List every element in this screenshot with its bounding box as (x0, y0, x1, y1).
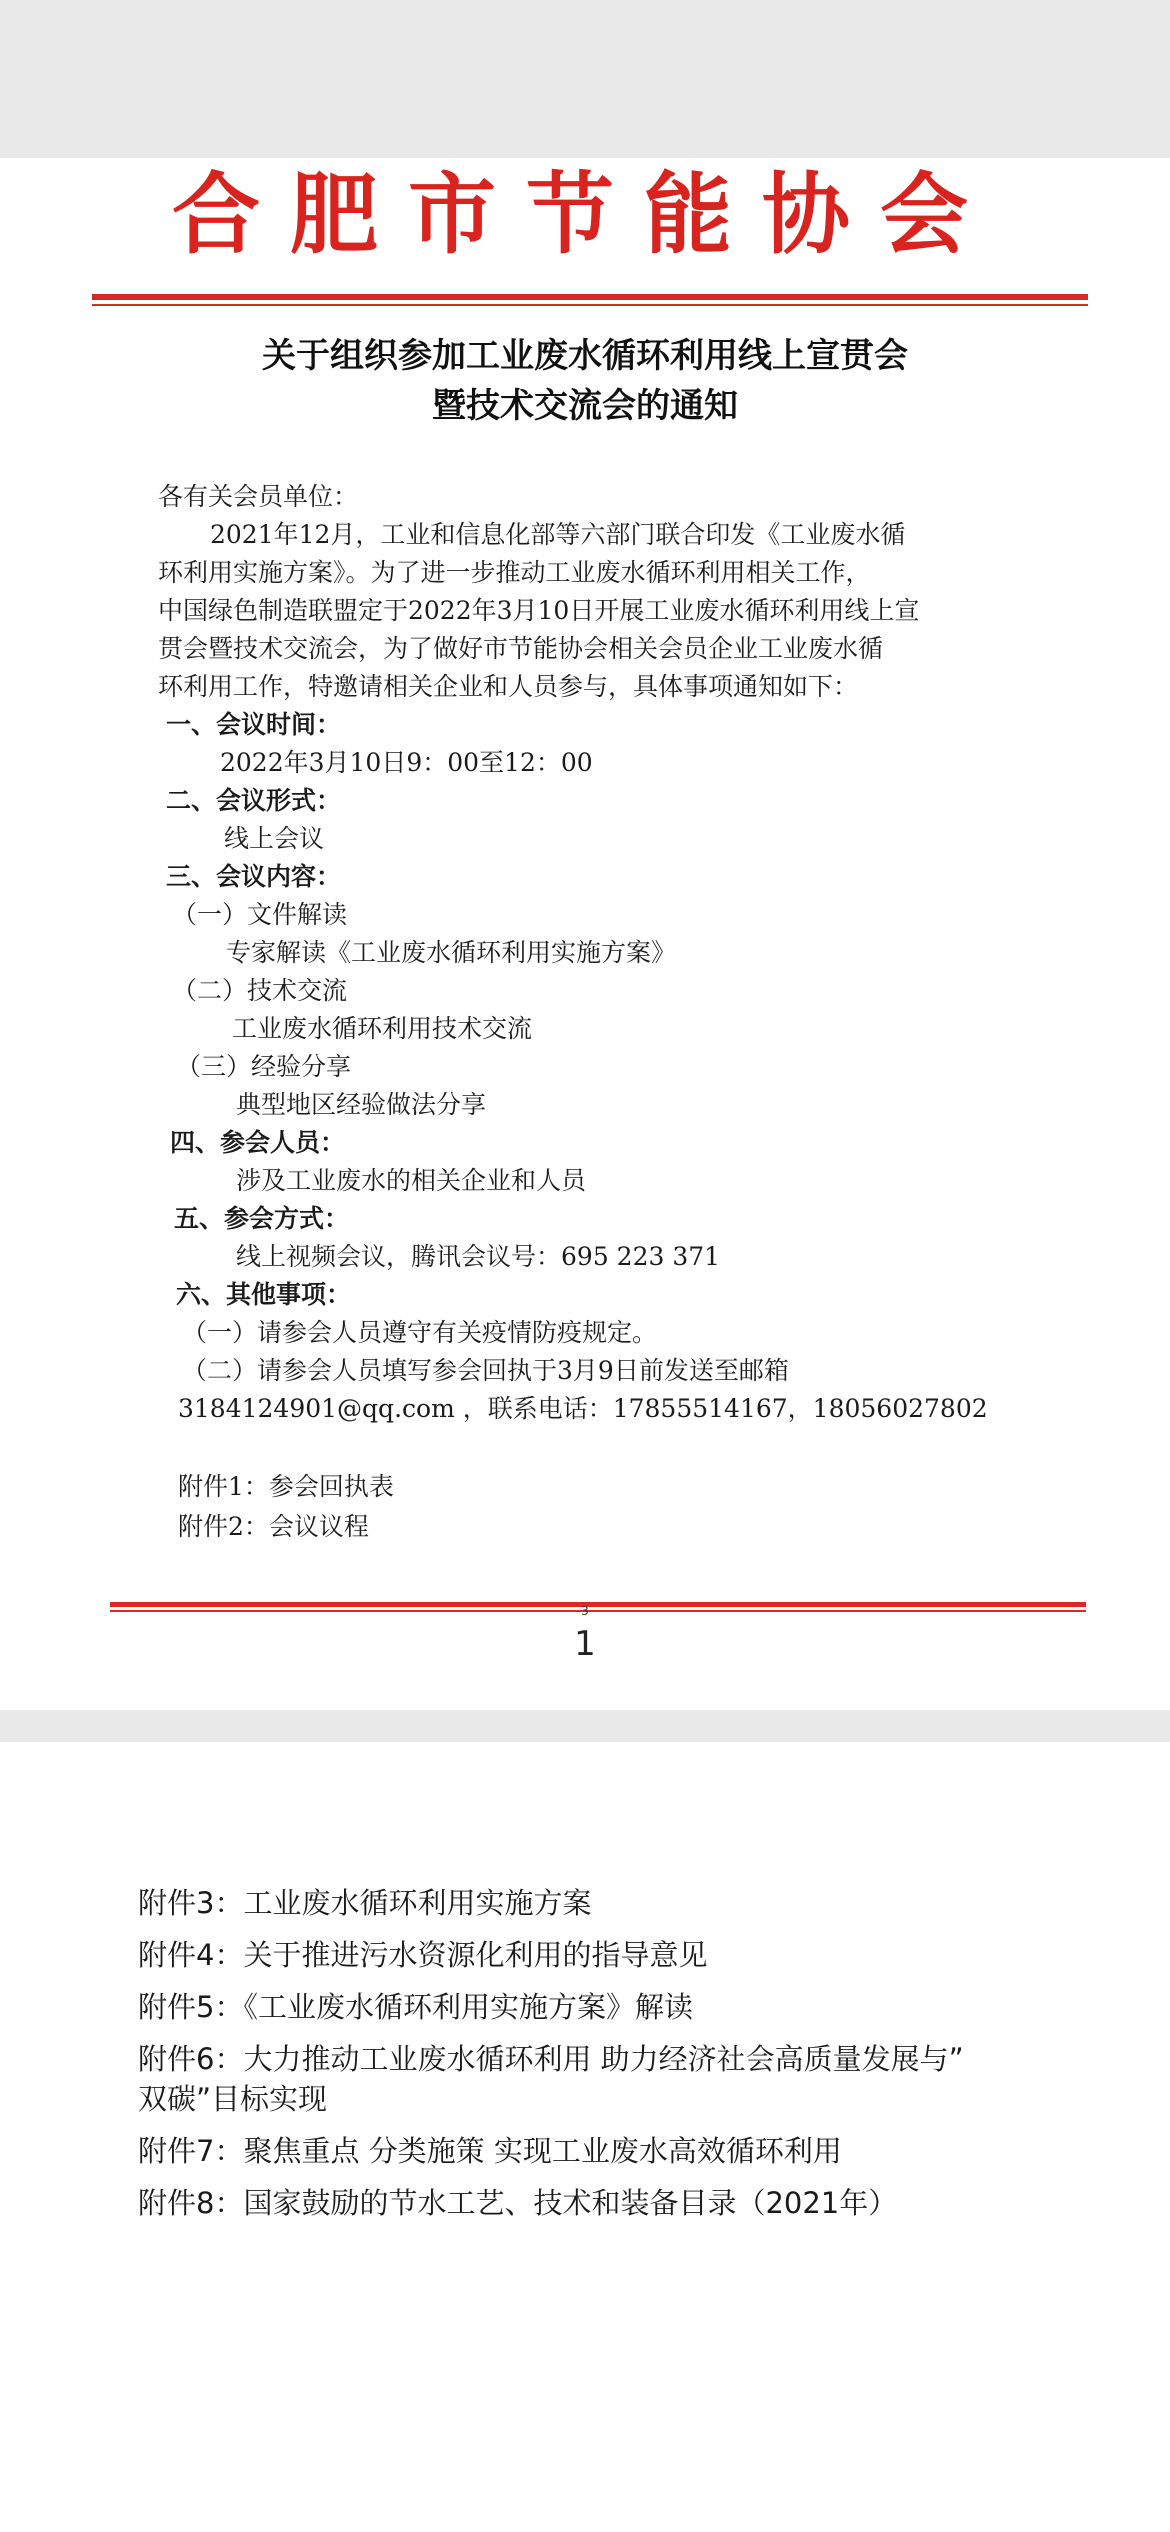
document-page-2 (0, 1742, 1170, 2532)
attachment-8: 附件8：国家鼓励的节水工艺、技术和装备目录（2021年） (138, 2186, 898, 2220)
section-4-text: 涉及工业废水的相关企业和人员 (236, 1166, 587, 1195)
section-3-sub-1-text: 专家解读《工业废水循环利用实施方案》 (226, 938, 677, 967)
intro-line-5: 环利用工作，特邀请相关企业和人员参与，具体事项通知如下： (158, 672, 859, 701)
intro-line-1: 2021年12月，工业和信息化部等六部门联合印发《工业废水循 (210, 520, 906, 549)
section-6-item-1: （一）请参会人员遵守有关疫情防疫规定。 (182, 1318, 658, 1347)
section-5-text: 线上视频会议，腾讯会议号：695 223 371 (236, 1242, 721, 1271)
section-3-sub-2-text: 工业废水循环利用技术交流 (232, 1014, 533, 1043)
notice-title-line-2: 暨技术交流会的通知 (432, 386, 738, 426)
section-2-heading: 二、会议形式： (166, 786, 342, 815)
section-3-sub-3-text: 典型地区经验做法分享 (236, 1090, 487, 1119)
intro-line-4: 贯会暨技术交流会，为了做好市节能协会相关会员企业工业废水循 (158, 634, 884, 663)
intro-line-3: 中国绿色制造联盟定于2022年3月10日开展工业废水循环利用线上宣 (158, 596, 920, 625)
section-6-heading: 六、其他事项： (176, 1280, 352, 1309)
attachment-7: 附件7：聚焦重点 分类施策 实现工业废水高效循环利用 (138, 2134, 842, 2168)
section-6-item-2: （二）请参会人员填写参会回执于3月9日前发送至邮箱 (182, 1356, 789, 1385)
attachment-2: 附件2：会议议程 (178, 1512, 369, 1541)
section-3-sub-2: （二）技术交流 (172, 976, 348, 1005)
attachment-3: 附件3：工业废水循环利用实施方案 (138, 1886, 592, 1920)
letterhead-title: 合肥市节能协会 (171, 162, 998, 266)
attachment-1: 附件1：参会回执表 (178, 1472, 394, 1501)
salutation: 各有关会员单位： (158, 482, 359, 511)
document-page-1 (0, 158, 1170, 1710)
section-1-heading: 一、会议时间： (166, 710, 342, 739)
section-3-sub-3: （三）经验分享 (176, 1052, 352, 1081)
section-1-text: 2022年3月10日9：00至12：00 (220, 748, 593, 777)
section-2-text: 线上会议 (224, 824, 325, 853)
section-3-heading: 三、会议内容： (166, 862, 342, 891)
section-4-heading: 四、参会人员： (170, 1128, 346, 1157)
attachment-6: 附件6：大力推动工业废水循环利用 助力经济社会高质量发展与” (138, 2042, 964, 2076)
notice-title-line-1: 关于组织参加工业废水循环利用线上宣贯会 (262, 336, 908, 376)
section-3-sub-1: （一）文件解读 (172, 900, 348, 929)
page-mark: 3 (581, 1604, 589, 1618)
intro-line-2: 环利用实施方案》。为了进一步推动工业废水循环利用相关工作， (158, 558, 871, 587)
page-number: 1 (574, 1624, 596, 1664)
letterhead-rule-thin (92, 304, 1088, 306)
attachment-5: 附件5：《工业废水循环利用实施方案》解读 (138, 1990, 693, 2024)
section-6-contact: 3184124901@qq.com ，联系电话：17855514167，18056027802 (178, 1394, 988, 1423)
attachment-4: 附件4：关于推进污水资源化利用的指导意见 (138, 1938, 708, 1972)
section-5-heading: 五、参会方式： (174, 1204, 350, 1233)
letterhead-rule (92, 294, 1088, 300)
attachment-6-continued: 双碳”目标实现 (138, 2082, 328, 2116)
